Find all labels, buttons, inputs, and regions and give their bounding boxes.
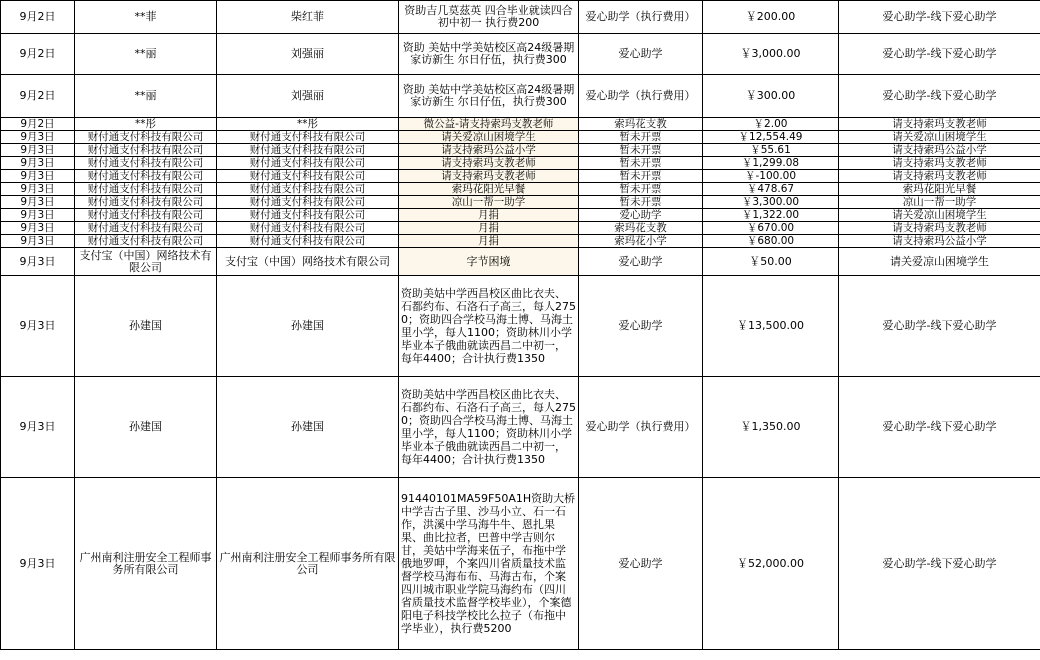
amount-cell: ￥200.00 [703,1,839,34]
purpose-cell: 资助吉几莫茲英 四合毕业就读四合初中初一 执行费200 [399,1,579,34]
amount-cell: ￥3,300.00 [703,196,839,209]
amount-cell: ￥13,500.00 [703,276,839,377]
table-row [1,118,1040,131]
amount-cell: ￥55.61 [703,144,839,157]
donor-cell: **彤 [75,118,217,131]
donor-cell: 财付通支付科技有限公司 [75,222,217,235]
date-cell: 9月2日 [1,75,75,118]
category-cell: 索玛花支教 [579,222,703,235]
purpose-cell: 资助美姑中学西昌校区曲比衣夫、石都约布、石洛石子高三，每人2750；资助四合学校马海土博、马海土里小学，每人1100；资助林川小学毕业本子俄曲就读西昌二中初一，每年4400；合计执行费1350 [399,276,579,377]
project-cell: 请支持索玛支教老师 [839,118,1040,131]
amount-cell: ￥3,000.00 [703,34,839,75]
date-cell: 9月2日 [1,1,75,34]
table-row [1,235,1040,248]
project-cell: 请支持索玛支教老师 [839,222,1040,235]
project-cell: 请支持索玛支教老师 [839,157,1040,170]
purpose-cell: 月捐 [399,235,579,248]
category-cell: 暂未开票 [579,183,703,196]
table-row [1,131,1040,144]
purpose-cell: 资助 美姑中学美姑校区高24级暑期家访新生 尔日仔伍，执行费300 [399,34,579,75]
payer-cell: 财付通支付科技有限公司 [217,131,399,144]
amount-cell: ￥50.00 [703,248,839,276]
date-cell: 9月2日 [1,118,75,131]
date-cell: 9月3日 [1,235,75,248]
amount-cell: ￥670.00 [703,222,839,235]
amount-cell: ￥680.00 [703,235,839,248]
payer-cell: **彤 [217,118,399,131]
category-cell: 索玛花小学 [579,235,703,248]
purpose-cell: 请支持索玛支教老师 [399,170,579,183]
purpose-cell: 月捐 [399,222,579,235]
date-cell: 9月2日 [1,34,75,75]
category-cell: 暂未开票 [579,196,703,209]
donor-cell: 财付通支付科技有限公司 [75,209,217,222]
payer-cell: 孙建国 [217,276,399,377]
payer-cell: 财付通支付科技有限公司 [217,170,399,183]
project-cell: 索玛花阳光早餐 [839,183,1040,196]
date-cell: 9月3日 [1,248,75,276]
payer-cell: 财付通支付科技有限公司 [217,196,399,209]
table-row [1,276,1040,377]
project-cell: 爱心助学-线下爱心助学 [839,377,1040,478]
table-row [1,170,1040,183]
purpose-cell: 91440101MA59F50A1H资助大桥中学吉古子里、沙马小立、石一石作，洪溪中学马海牛牛、恩扎果果、曲比拉者，巴普中学吉则尔甘，美姑中学海来伍子，布拖中学俄地罗呷，个案四川省质量技术监督学校马海布布、马海古布，个案四川城市职业学院马海约布（四川省质量技术监督学校毕业），个案德阳电子科技学校比么拉子（布拖中学毕业），执行费5200 [399,478,579,650]
purpose-cell: 请关爱凉山困境学生 [399,131,579,144]
date-cell: 9月3日 [1,170,75,183]
amount-cell: ￥2.00 [703,118,839,131]
purpose-cell: 月捐 [399,209,579,222]
payer-cell: 财付通支付科技有限公司 [217,222,399,235]
project-cell: 凉山一帮一助学 [839,196,1040,209]
category-cell: 暂未开票 [579,170,703,183]
category-cell: 爱心助学 [579,276,703,377]
date-cell: 9月3日 [1,183,75,196]
amount-cell: ￥1,350.00 [703,377,839,478]
table-row [1,34,1040,75]
purpose-cell: 请支持索玛公益小学 [399,144,579,157]
donor-cell: 财付通支付科技有限公司 [75,157,217,170]
date-cell: 9月3日 [1,222,75,235]
project-cell: 爱心助学-线下爱心助学 [839,478,1040,650]
payer-cell: 财付通支付科技有限公司 [217,183,399,196]
table-row [1,1,1040,34]
payer-cell: 刘强丽 [217,34,399,75]
category-cell: 暂未开票 [579,144,703,157]
amount-cell: ￥478.67 [703,183,839,196]
date-cell: 9月3日 [1,144,75,157]
category-cell: 爱心助学 [579,34,703,75]
payer-cell: 支付宝（中国）网络技术有限公司 [217,248,399,276]
category-cell: 暂未开票 [579,131,703,144]
payer-cell: 孙建国 [217,377,399,478]
amount-cell: ￥1,322.00 [703,209,839,222]
date-cell: 9月3日 [1,157,75,170]
payer-cell: 刘强丽 [217,75,399,118]
purpose-cell: 资助 美姑中学美姑校区高24级暑期家访新生 尔日仔伍，执行费300 [399,75,579,118]
table-row [1,222,1040,235]
table-row [1,209,1040,222]
payer-cell: 财付通支付科技有限公司 [217,235,399,248]
purpose-cell: 请支持索玛支教老师 [399,157,579,170]
project-cell: 爱心助学-线下爱心助学 [839,34,1040,75]
donor-cell: 孙建国 [75,377,217,478]
date-cell: 9月3日 [1,209,75,222]
category-cell: 爱心助学 [579,478,703,650]
payer-cell: 柴红菲 [217,1,399,34]
project-cell: 请支持索玛支教老师 [839,170,1040,183]
donor-cell: 财付通支付科技有限公司 [75,170,217,183]
donor-cell: 支付宝（中国）网络技术有限公司 [75,248,217,276]
donor-cell: 孙建国 [75,276,217,377]
project-cell: 爱心助学-线下爱心助学 [839,1,1040,34]
project-cell: 请支持索玛公益小学 [839,144,1040,157]
category-cell: 暂未开票 [579,157,703,170]
date-cell: 9月3日 [1,196,75,209]
table-row [1,183,1040,196]
donor-cell: **丽 [75,75,217,118]
donor-cell: 财付通支付科技有限公司 [75,196,217,209]
amount-cell: ￥-100.00 [703,170,839,183]
donor-cell: 广州南利注册安全工程师事务所有限公司 [75,478,217,650]
donor-cell: 财付通支付科技有限公司 [75,131,217,144]
donor-cell: **菲 [75,1,217,34]
category-cell: 索玛花支教 [579,118,703,131]
table-row [1,196,1040,209]
table-row [1,157,1040,170]
date-cell: 9月3日 [1,276,75,377]
category-cell: 爱心助学（执行费用） [579,377,703,478]
category-cell: 爱心助学 [579,248,703,276]
amount-cell: ￥12,554.49 [703,131,839,144]
date-cell: 9月3日 [1,377,75,478]
project-cell: 请关爱凉山困境学生 [839,209,1040,222]
payer-cell: 广州南利注册安全工程师事务所有限公司 [217,478,399,650]
category-cell: 爱心助学 [579,209,703,222]
category-cell: 爱心助学（执行费用） [579,75,703,118]
amount-cell: ￥1,299.08 [703,157,839,170]
project-cell: 请支持索玛公益小学 [839,235,1040,248]
table-row [1,75,1040,118]
donor-cell: 财付通支付科技有限公司 [75,235,217,248]
date-cell: 9月3日 [1,478,75,650]
purpose-cell: 凉山一帮一助学 [399,196,579,209]
payer-cell: 财付通支付科技有限公司 [217,209,399,222]
purpose-cell: 资助美姑中学西昌校区曲比衣夫、石都约布、石洛石子高三，每人2750；资助四合学校马海土博、马海土里小学，每人1100；资助林川小学毕业本子俄曲就读西昌二中初一，每年4400；合计执行费1350 [399,377,579,478]
project-cell: 请关爱凉山困境学生 [839,131,1040,144]
amount-cell: ￥52,000.00 [703,478,839,650]
purpose-cell: 字节困境 [399,248,579,276]
table-row [1,377,1040,478]
payer-cell: 财付通支付科技有限公司 [217,157,399,170]
donor-cell: 财付通支付科技有限公司 [75,183,217,196]
table-row [1,144,1040,157]
table-row [1,248,1040,276]
table-row [1,478,1040,650]
donor-cell: 财付通支付科技有限公司 [75,144,217,157]
project-cell: 请关爱凉山困境学生 [839,248,1040,276]
donor-cell: **丽 [75,34,217,75]
category-cell: 爱心助学（执行费用） [579,1,703,34]
purpose-cell: 索玛花阳光早餐 [399,183,579,196]
project-cell: 爱心助学-线下爱心助学 [839,276,1040,377]
payer-cell: 财付通支付科技有限公司 [217,144,399,157]
purpose-cell: 微公益-请支持索玛支教老师 [399,118,579,131]
project-cell: 爱心助学-线下爱心助学 [839,75,1040,118]
date-cell: 9月3日 [1,131,75,144]
amount-cell: ￥300.00 [703,75,839,118]
